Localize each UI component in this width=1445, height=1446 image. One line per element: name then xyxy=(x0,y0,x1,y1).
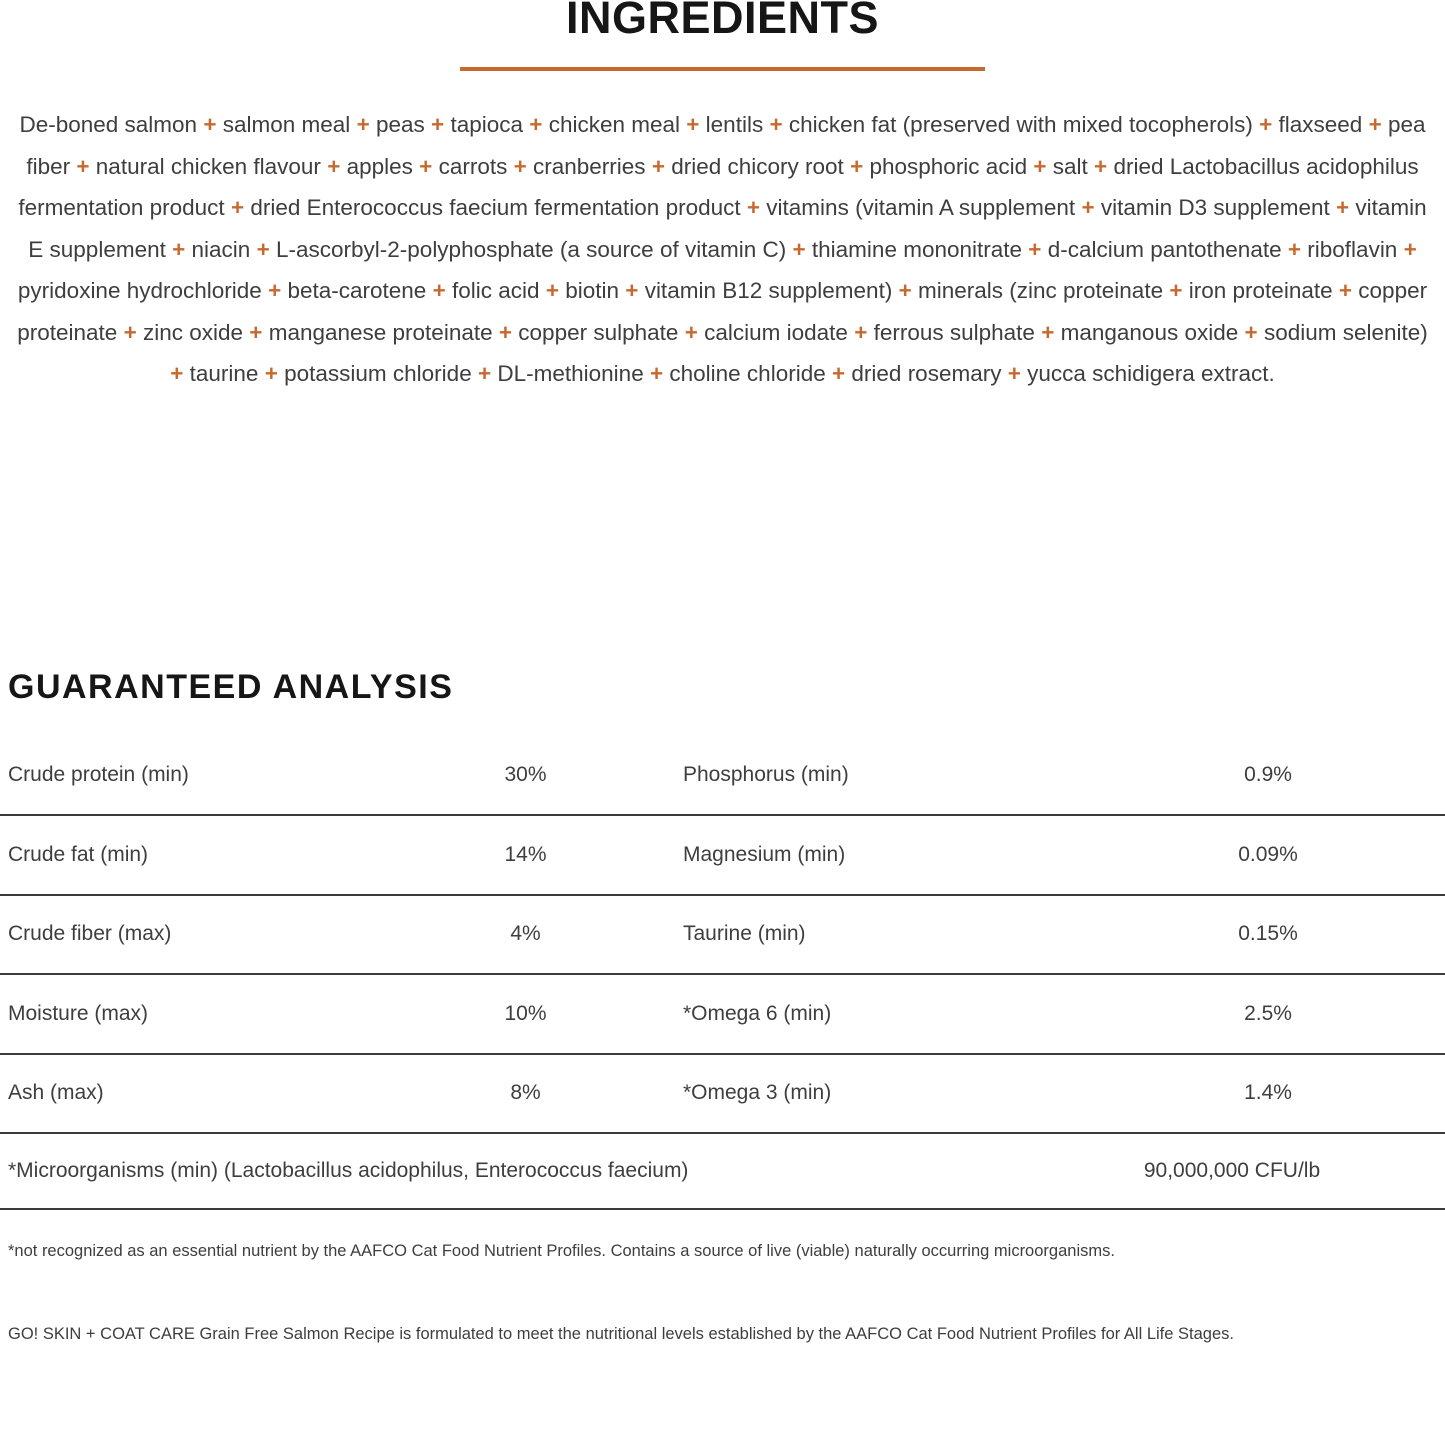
nutrient-value: 2.5% xyxy=(1244,1001,1292,1025)
formulation-statement: GO! SKIN + COAT CARE Grain Free Salmon Recipe is formulated to meet the nutritional levels established by the AAFCO Cat Food Nutrient Profiles for All Life Stages. xyxy=(8,1324,1234,1343)
plus-separator-icon: + xyxy=(529,112,543,137)
nutrient-value: 1.4% xyxy=(1244,1081,1292,1105)
nutrient-label: Phosphorus (min) xyxy=(683,763,849,787)
plus-separator-icon: + xyxy=(854,319,868,345)
nutrient-label: Taurine (min) xyxy=(683,922,806,946)
plus-separator-icon: + xyxy=(850,153,864,179)
plus-separator-icon: + xyxy=(498,319,513,345)
nutrient-label: *Omega 3 (min) xyxy=(683,1081,832,1105)
analysis-row xyxy=(0,896,1445,976)
nutrient-value: 10% xyxy=(504,1001,547,1025)
guaranteed-analysis-title: GUARANTEED ANALYSIS xyxy=(8,667,454,706)
plus-separator-icon: + xyxy=(172,236,186,262)
plus-separator-icon: + xyxy=(249,319,263,345)
plus-separator-icon: + xyxy=(686,112,700,137)
plus-separator-icon: + xyxy=(327,153,341,179)
plus-separator-icon: + xyxy=(1403,236,1417,262)
plus-separator-icon: + xyxy=(625,278,639,303)
plus-separator-icon: + xyxy=(170,361,184,386)
nutrient-label: Crude protein (min) xyxy=(8,763,189,787)
plus-separator-icon: + xyxy=(792,236,806,262)
nutrient-value: 0.09% xyxy=(1238,842,1298,866)
plus-separator-icon: + xyxy=(898,278,912,303)
plus-separator-icon: + xyxy=(203,112,217,137)
plus-separator-icon: + xyxy=(1259,112,1273,137)
plus-separator-icon: + xyxy=(1335,195,1350,220)
guaranteed-analysis-table xyxy=(0,737,1445,1211)
plus-separator-icon: + xyxy=(1007,361,1021,386)
nutrient-label: Magnesium (min) xyxy=(683,842,846,866)
nutrient-value: 4% xyxy=(510,922,541,946)
plus-separator-icon: + xyxy=(1041,319,1055,345)
plus-separator-icon: + xyxy=(1081,195,1095,220)
plus-separator-icon: + xyxy=(264,361,278,386)
nutrient-label: Ash (max) xyxy=(8,1081,104,1105)
plus-separator-icon: + xyxy=(1094,153,1108,179)
plus-separator-icon: + xyxy=(477,361,492,386)
plus-separator-icon: + xyxy=(419,153,433,179)
nutrient-value: 0.15% xyxy=(1238,922,1298,946)
plus-separator-icon: + xyxy=(256,236,270,262)
plus-separator-icon: + xyxy=(1028,236,1042,262)
plus-separator-icon: + xyxy=(123,319,137,345)
plus-separator-icon: + xyxy=(649,361,664,386)
analysis-row xyxy=(0,816,1445,896)
plus-separator-icon: + xyxy=(1244,319,1258,345)
plus-separator-icon: + xyxy=(832,361,846,386)
plus-separator-icon: + xyxy=(432,278,446,303)
plus-separator-icon: + xyxy=(513,153,527,179)
plus-separator-icon: + xyxy=(1033,153,1047,179)
nutrient-label: *Omega 6 (min) xyxy=(683,1001,832,1025)
ingredients-text: De-boned salmon + salmon meal + peas + tapioca + chicken meal + lentils + chicken fat (preserved with mixed tocopherols) + flaxseed + pea fiber + natural chicken flavour + apples + carrots + cranberries + dried chicory root + phosphoric acid + salt + dried Lactobacillus acidophilus fermentation product + dried Enterococcus faecium fermentation product + vitamins (vitamin A supplement + vitamin D3 supplement + vitamin E supplement + niacin + L-ascorbyl-2-polyphosphate (a source of vitamin C) + thiamine mononitrate + d-calcium pantothenate + riboflavin + pyridoxine hydrochloride + beta-carotene + folic acid + biotin + vitamin B12 supplement) + minerals (zinc proteinate + iron proteinate + copper proteinate + zinc oxide + manganese proteinate + copper sulphate + calcium iodate + ferrous sulphate + manganous oxide + sodium selenite) + taurine + potassium chloride + DL-methionine + choline chloride + dried rosemary + yucca schidigera extract. xyxy=(17,112,1428,386)
plus-separator-icon: + xyxy=(1338,278,1353,303)
nutrient-label: *Microorganisms (min) (Lactobacillus acidophilus, Enterococcus faecium) xyxy=(8,1159,689,1182)
plus-separator-icon: + xyxy=(76,153,90,179)
nutrient-value: 90,000,000 CFU/lb xyxy=(1143,1159,1321,1182)
analysis-row-microorganisms xyxy=(0,1134,1445,1210)
plus-separator-icon: + xyxy=(545,278,559,303)
analysis-row xyxy=(0,1055,1445,1135)
plus-separator-icon: + xyxy=(230,195,245,220)
plus-separator-icon: + xyxy=(431,112,445,137)
title-divider xyxy=(460,67,985,71)
plus-separator-icon: + xyxy=(651,153,665,179)
plus-separator-icon: + xyxy=(1169,278,1183,303)
plus-separator-icon: + xyxy=(268,278,282,303)
ingredients-title: INGREDIENTS xyxy=(565,0,880,43)
nutrient-value: 0.9% xyxy=(1244,763,1292,787)
nutrient-label: Moisture (max) xyxy=(8,1001,149,1025)
nutrient-label: Crude fiber (max) xyxy=(8,922,172,946)
plus-separator-icon: + xyxy=(684,319,698,345)
plus-separator-icon: + xyxy=(746,195,761,220)
plus-separator-icon: + xyxy=(769,112,783,137)
nutrient-label: Crude fat (min) xyxy=(8,842,149,866)
nutrient-value: 14% xyxy=(504,842,547,866)
plus-separator-icon: + xyxy=(1287,236,1302,262)
nutrient-value: 30% xyxy=(504,763,547,787)
aafco-footnote: *not recognized as an essential nutrient by the AAFCO Cat Food Nutrient Profiles. Contains a source of live (viable) naturally occurring microorganisms. xyxy=(8,1242,1115,1260)
analysis-row xyxy=(0,737,1445,817)
plus-separator-icon: + xyxy=(356,112,370,137)
analysis-row xyxy=(0,975,1445,1055)
plus-separator-icon: + xyxy=(1368,112,1382,137)
nutrient-value: 8% xyxy=(510,1081,541,1105)
